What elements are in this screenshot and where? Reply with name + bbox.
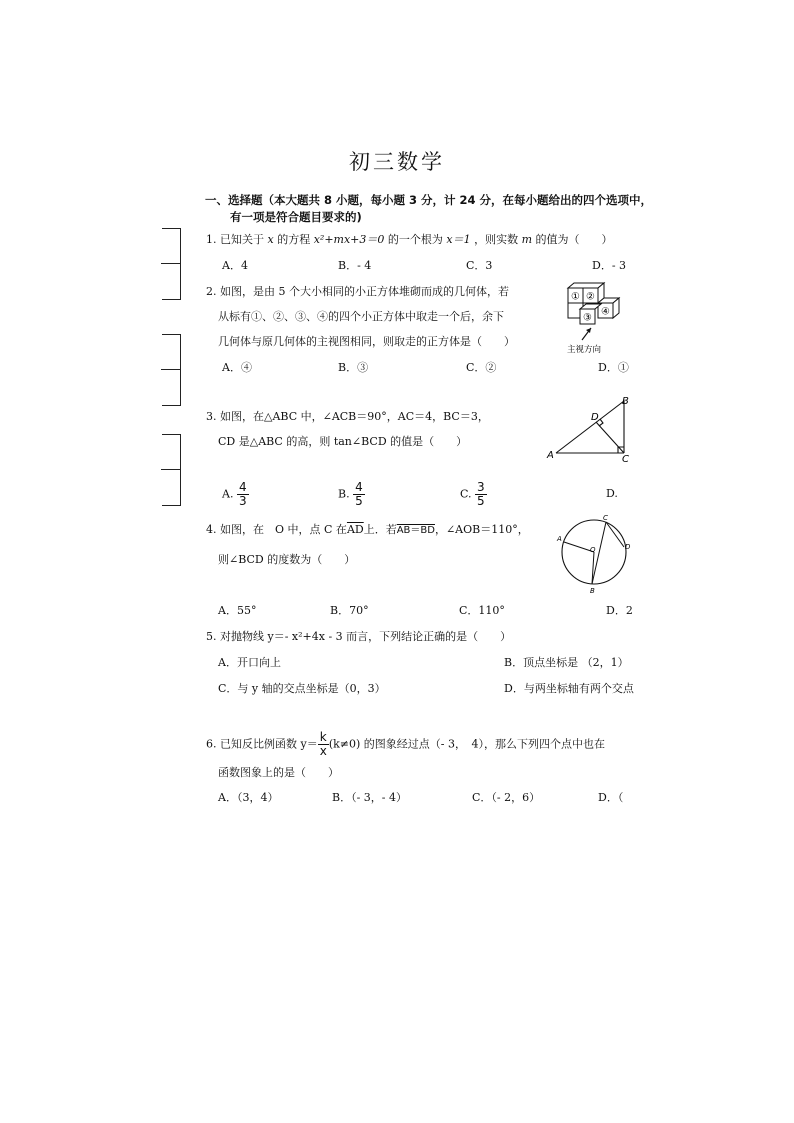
q4-option-a[interactable]: A．55° — [218, 604, 257, 617]
q4-option-d[interactable]: D．2 — [606, 604, 633, 617]
vertex-label-c: C — [622, 454, 629, 465]
margin-bracket-3 — [162, 434, 181, 506]
question-3-line1: 3. 如图，在△ABC 中，∠ACB＝90°，AC＝4，BC＝3， — [206, 410, 489, 423]
question-3-line2: CD 是△ABC 的高，则 tan∠BCD 的值是（ ） — [218, 435, 468, 448]
page-title: 初三数学 — [349, 150, 445, 174]
section-heading-line1: 一、选择题（本大题共 8 小题，每小题 3 分，计 24 分，在每小题给出的四个选项中， — [205, 193, 653, 207]
question-2-line2: 从标有①、②、③、④的四个小正方体中取走一个后，余下 — [218, 310, 504, 323]
circle-label-b: B — [590, 587, 595, 595]
question-1-text: 1. 已知关于 x 的方程 x²+mx+3＝0 的一个根为 x＝1 ，则实数 m 的值为（ ） — [206, 233, 613, 246]
q2-option-c[interactable]: C．② — [466, 361, 497, 374]
q6-option-a[interactable]: A．（3，4） — [218, 791, 279, 804]
circle-label-o: O — [590, 546, 596, 554]
question-4-line2: 则∠BCD 的度数为（ ） — [218, 553, 356, 566]
q3-option-c-fraction: $\frac{3}{5}$ — [477, 480, 485, 508]
q6-function-fraction: $\frac{k}{x}$ — [319, 730, 327, 758]
vertex-label-d: D — [591, 412, 599, 423]
question-4-line1: 4. 如图，在 O 中，点 C 在$\overline{AD}$上．若AB＝BD，∠AOB＝110°， — [206, 523, 529, 536]
question-2-line3: 几何体与原几何体的主视图相同，则取走的正方体是（ ） — [218, 335, 515, 348]
q5-option-a[interactable]: A．开口向上 — [218, 656, 281, 669]
cube-label-1: ① — [571, 291, 580, 303]
q1-option-d[interactable]: D．- 3 — [592, 259, 627, 272]
q3-option-a[interactable]: A. $\frac{4}{3}$ — [222, 480, 247, 508]
q3-option-b[interactable]: B. $\frac{4}{5}$ — [338, 480, 363, 508]
vertex-label-b: B — [622, 396, 629, 407]
margin-bracket-1 — [162, 228, 181, 300]
q5-option-b[interactable]: B．顶点坐标是 （2，1） — [504, 656, 629, 669]
q2-option-b[interactable]: B．③ — [338, 361, 369, 374]
circle-label-c: C — [603, 514, 608, 522]
circle-label-d: D — [625, 543, 631, 551]
q2-option-a[interactable]: A．④ — [222, 361, 252, 374]
question-2-line1: 2. 如图，是由 5 个大小相同的小正方体堆砌而成的几何体，若 — [206, 285, 509, 298]
cube-label-3: ③ — [583, 312, 592, 324]
q1-option-b[interactable]: B．- 4 — [338, 259, 372, 272]
section-heading-line2: 有一项是符合题目要求的) — [230, 210, 362, 224]
q4-option-c[interactable]: C．110° — [459, 604, 505, 617]
q6-option-b[interactable]: B．（- 3，- 4） — [332, 791, 408, 804]
q1-option-a[interactable]: A．4 — [222, 259, 248, 272]
q3-option-a-fraction: $\frac{4}{3}$ — [238, 480, 247, 508]
q3-option-c[interactable]: C. $\frac{3}{5}$ — [460, 480, 485, 508]
view-direction-caption: 主视方向 — [566, 345, 602, 355]
q2-option-d[interactable]: D．① — [598, 361, 629, 374]
q6-option-c[interactable]: C．（- 2，6） — [472, 791, 541, 804]
q5-option-d[interactable]: D．与两坐标轴有两个交点 — [504, 682, 634, 695]
q3-option-d[interactable]: D. — [606, 487, 618, 500]
triangle-figure — [544, 396, 630, 464]
cube-label-2: ② — [586, 291, 595, 303]
question-5-line1: 5. 对抛物线 y＝- x²+4x - 3 而言，下列结论正确的是（ ） — [206, 630, 512, 643]
question-6-line1: 6. 已知反比例函数 y＝ $\frac{k}{x}$ (k≠0) 的图象经过点（- 3， 4），那么下列四个点中也在 — [206, 730, 605, 758]
q1-option-c[interactable]: C．3 — [466, 259, 493, 272]
vertex-label-a: A — [547, 450, 554, 461]
circle-label-a: A — [557, 535, 562, 543]
q5-option-c[interactable]: C．与 y 轴的交点坐标是（0，3） — [218, 682, 386, 695]
question-6-line2: 函数图象上的是（ ） — [218, 766, 339, 779]
cube-label-4: ④ — [601, 306, 610, 318]
cube-stack-figure — [558, 280, 634, 356]
q6-option-d[interactable]: D．（ — [598, 791, 624, 804]
q3-option-b-fraction: $\frac{4}{5}$ — [355, 480, 363, 508]
margin-bracket-2 — [162, 334, 181, 406]
q4-option-b[interactable]: B．70° — [330, 604, 369, 617]
circle-figure — [556, 514, 632, 596]
